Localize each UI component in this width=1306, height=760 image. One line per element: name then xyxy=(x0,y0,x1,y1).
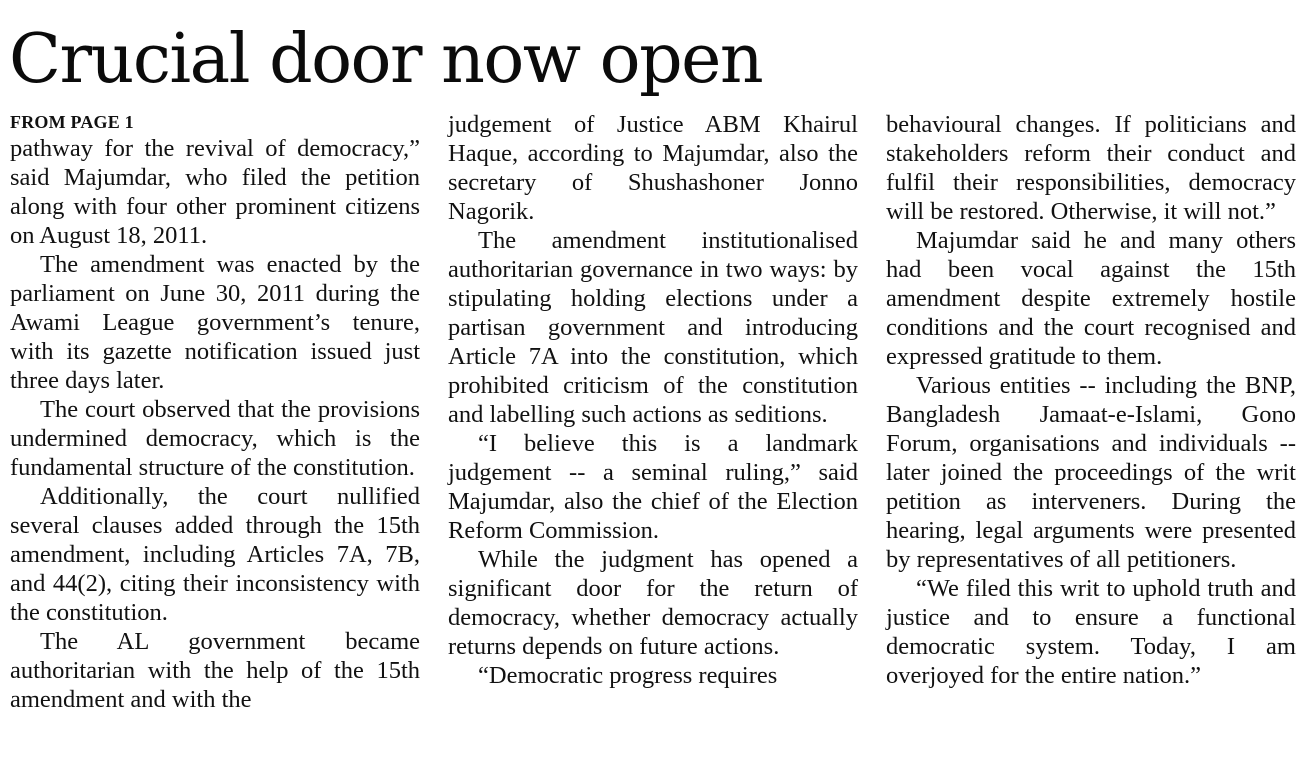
paragraph: The amendment institutionalised authoritarian governance in two ways: by stipulating holding elections under a partisan government and introducing Article 7A into the constitution, which prohibited criticism of the constitution and labelling such actions as seditions. xyxy=(448,227,858,428)
paragraph: Various entities -- including the BNP, Bangladesh Jamaat-e-Islami, Gono Forum, organisations and individuals -- later joined the proceedings of the writ petition as interveners. During the hearing, legal arguments were presented by representatives of all petitioners. xyxy=(886,372,1296,573)
paragraph: Majumdar said he and many others had been vocal against the 15th amendment despite extremely hostile conditions and the court recognised and expressed gratitude to them. xyxy=(886,227,1296,370)
article-column-3 xyxy=(886,110,1296,690)
paragraph: “Democratic progress requires xyxy=(478,662,778,689)
headline: Crucial door now open xyxy=(9,20,763,99)
paragraph: The amendment was enacted by the parliament on June 30, 2011 during the Awami League government’s tenure, with its gazette notification issued just three days later. xyxy=(10,251,420,394)
paragraph: The court observed that the provisions undermined democracy, which is the fundamental structure of the constitution. xyxy=(10,396,420,481)
article-column-2 xyxy=(448,110,858,690)
paragraph: behavioural changes. If politicians and stakeholders reform their conduct and fulfil their responsibilities, democracy will be restored. Otherwise, it will not.” xyxy=(886,111,1296,225)
paragraph: “I believe this is a landmark judgement -- a seminal ruling,” said Majumdar, also the chief of the Election Reform Commission. xyxy=(448,430,858,544)
paragraph: The AL government became authoritarian with the help of the 15th amendment and with the xyxy=(10,628,420,713)
paragraph: “We filed this writ to uphold truth and justice and to ensure a functional democratic system. Today, I am overjoyed for the entire nation.” xyxy=(886,575,1296,689)
paragraph: Additionally, the court nullified several clauses added through the 15th amendment, including Articles 7A, 7B, and 44(2), citing their inconsistency with the constitution. xyxy=(10,483,420,626)
jump-label: FROM PAGE 1 xyxy=(10,112,134,132)
paragraph: While the judgment has opened a significant door for the return of democracy, whether democracy actually returns depends on future actions. xyxy=(448,546,858,660)
paragraph: pathway for the revival of democracy,” said Majumdar, who filed the petition along with four other prominent citizens on August 18, 2011. xyxy=(10,135,420,249)
paragraph: judgement of Justice ABM Khairul Haque, according to Majumdar, also the secretary of Shushashoner Jonno Nagorik. xyxy=(448,111,858,225)
article-column-1 xyxy=(10,110,420,714)
